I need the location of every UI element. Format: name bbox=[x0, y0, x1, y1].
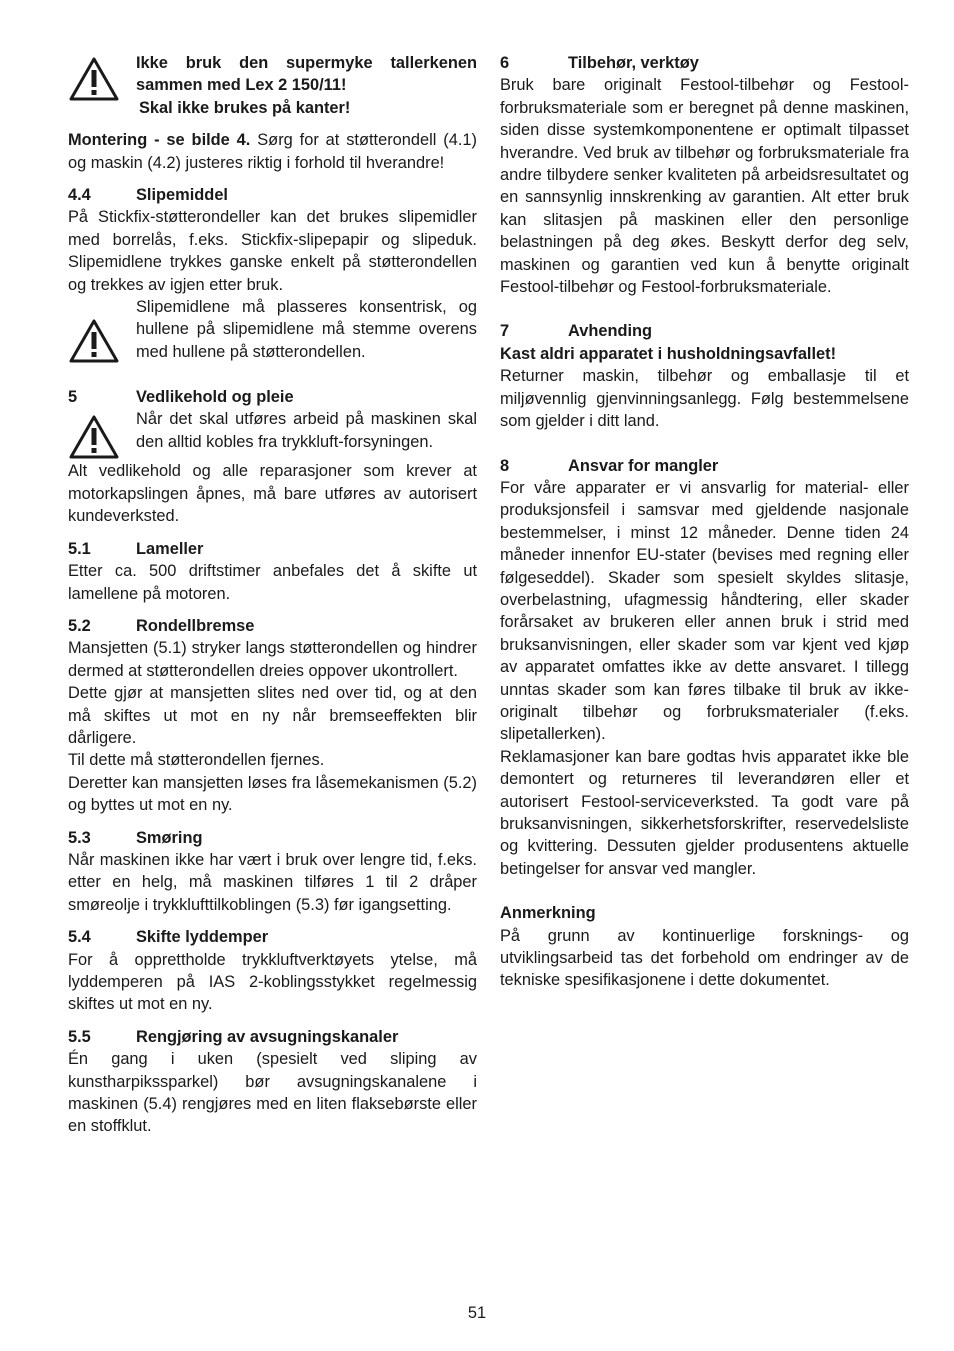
s51-text: Etter ca. 500 driftstimer anbefales det å skifte ut lamellene på motoren. bbox=[68, 562, 477, 603]
s53-text: Når maskinen ikke har vært i bruk over lengre tid, f.eks. etter en helg, må maskinen tilføres 1 til 2 dråper smøreolje i trykklufttilkoblingen (5.3) før igangsetting. bbox=[68, 850, 477, 914]
heading-5-1: 5.1 Lameller bbox=[68, 539, 204, 558]
warning-notice-5 bbox=[68, 408, 477, 460]
s7-text: Returner maskin, tilbehør og emballasje til et miljøvennlig gjenvinningsanlegg. Følg bestemmelsene som gjelder i ditt land. bbox=[500, 367, 909, 431]
s5-text: Alt vedlikehold og alle reparasjoner som krever at motorkapslingen åpnes, må bare utføres av autorisert kundeverksted. bbox=[68, 462, 477, 526]
s5-warning: Når det skal utføres arbeid på maskinen skal den alltid kobles fra trykkluft-forsyningen. bbox=[136, 410, 477, 451]
heading-5: 5 Vedlikehold og pleie bbox=[68, 388, 294, 407]
s6-text: Bruk bare originalt Festool-tilbehør og Festool-forbruksmateriale som er beregnet på denne maskinen, siden disse systemkomponentene er optimalt tilpasset hverandre. Ved bruk av tilbehør og forbruksmateriale fra andre tilbydere senker kvaliteten på arbeidsresultatet og en sannsynlig innskrenking av garantien. Alt etter bruk kan slitasjen på maskinen eller den personlige belastningen på deg økes. Beskytt derfor deg selv, maskinen og garantien ved kun å benytte originalt Festool-tilbehør og Festool-forbruksmateriale. bbox=[500, 76, 909, 297]
mounting-bold: Montering - se bilde 4. bbox=[68, 131, 251, 150]
heading-8: 8 Ansvar for mangler bbox=[500, 456, 719, 475]
page-number: 51 bbox=[467, 1304, 487, 1322]
s8-p2: Reklamasjoner kan bare godtas hvis apparatet ikke ble demontert og returneres til leverandøren eller et autorisert Festool-serviceverksted. Ta godt vare på bruksanvisningen, sikkerhetsforskrifter, reservedelsliste og kvittering. Dessuten gjelder produsentens aktuelle betingelser for ansvar ved mangler. bbox=[500, 747, 909, 878]
right-column bbox=[500, 52, 909, 992]
s44-text: På Stickfix-støtterondeller kan det brukes slipemidler med borrelås, f.eks. Stickfix-slipepapir og slipeduk. Slipemidlene trykkes ganske enkelt på støtterondellen og trekkes av igjen etter bruk. bbox=[68, 208, 477, 294]
heading-6: 6 Tilbehør, verktøy bbox=[500, 54, 699, 72]
heading-5-2: 5.2 Rondellbremse bbox=[68, 616, 255, 635]
heading-7: 7 Avhending bbox=[500, 322, 653, 341]
s8-p1: For våre apparater er vi ansvarlig for material- eller produksjonsfeil i samsvar med gjeldende nasjonale bestemmelser, i minst 12 måneder. Denne tiden 24 måneder innenfor EU-stater (bevises med regning eller følgeseddel). Skader som spesielt skyldes slitasje, overbelastning, ufagmessig håndtering, eller skader forårsaket av brukeren eller annen bruk i strid med bruksanvisningen, eller skader som var kjent ved kjøp av apparatet omfattes ikke av dette ansvaret. I tillegg unntas skader som kan føres tilbake til bruk av ikke-originalt tilbehør og forbruksmaterialer (f.eks. slipetallerken). bbox=[500, 478, 909, 744]
heading-5-4: 5.4 Skifte lyddemper bbox=[68, 928, 269, 947]
heading-note: Anmerkning bbox=[500, 904, 596, 923]
note-text: På grunn av kontinuerlige forsknings- og utviklingsarbeid tas det forbehold om endringer av de tekniske spesifikasjonene i dette dokumentet. bbox=[500, 926, 909, 990]
warning-notice-4-4 bbox=[68, 296, 477, 364]
s52-p3: Til dette må støtterondellen fjernes. bbox=[68, 751, 325, 770]
s44-warning: Slipemidlene må plasseres konsentrisk, og hullene på slipemidlene må stemme overens med hullene på støtterondellen. bbox=[136, 298, 477, 361]
heading-5-3: 5.3 Smøring bbox=[68, 828, 203, 847]
s52-p4: Deretter kan mansjetten løses fra låsemekanismen (5.2) og byttes ut mot en ny. bbox=[68, 773, 477, 815]
warning-triangle-icon bbox=[68, 56, 120, 102]
s54-text: For å opprettholde trykkluftverktøyets ytelse, må lyddemperen på IAS 2-koblingsstykket regelmessig skiftes ut mot en ny. bbox=[68, 950, 477, 1014]
warning-top-line1: Ikke bruk den supermyke tallerkenen sammen med Lex 2 150/11! bbox=[136, 54, 477, 95]
heading-4-4: 4.4 Slipemiddel bbox=[68, 186, 228, 205]
s55-text: Én gang i uken (spesielt ved sliping av kunstharpikssparkel) bør avsugningskanalene i maskinen (5.4) rengjøres med en liten flaksebørste eller en stoffklut. bbox=[68, 1050, 477, 1136]
warning-notice-top bbox=[68, 52, 477, 119]
s7-bold: Kast aldri apparatet i husholdningsavfallet! bbox=[500, 344, 837, 363]
warning-triangle-icon bbox=[68, 318, 120, 364]
left-column bbox=[68, 52, 477, 1138]
heading-5-5: 5.5 Rengjøring av avsugningskanaler bbox=[68, 1027, 399, 1046]
mounting-paragraph bbox=[68, 129, 477, 174]
s52-p2: Dette gjør at mansjetten slites ned over tid, og at den må skiftes ut mot en ny når bremseeffekten blir dårligere. bbox=[68, 684, 477, 747]
mounting-text: Sørg for at støtterondell (4.1) og maskin (4.2) justeres riktig i forhold til hverandre! bbox=[68, 131, 477, 172]
s52-p1: Mansjetten (5.1) stryker langs støtterondellen og hindrer dermed at støtterondellen dreies oppover ukontrollert. bbox=[68, 639, 477, 680]
warning-triangle-icon bbox=[68, 414, 120, 460]
warning-top-line2: Skal ikke brukes på kanter! bbox=[139, 98, 351, 117]
